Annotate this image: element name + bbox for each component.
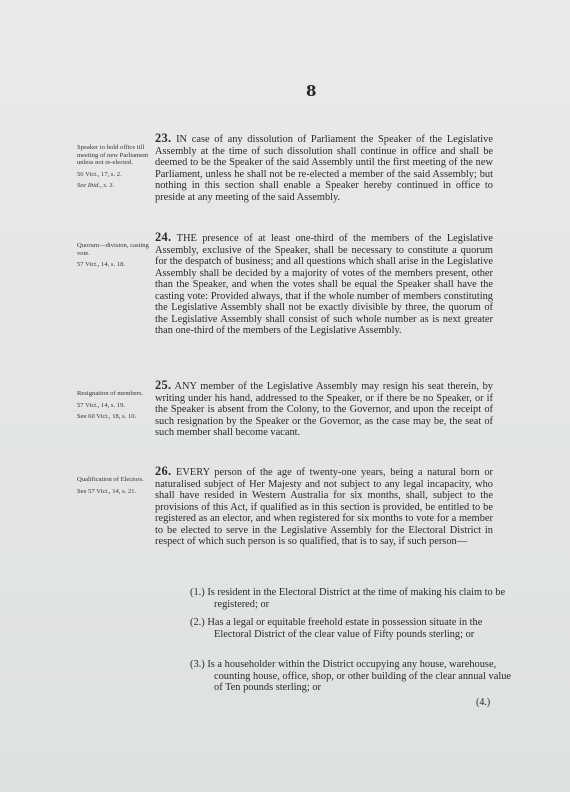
- section-number: 26.: [155, 464, 172, 478]
- margin-note-ref: See 60 Vict., 18, s. 10.: [77, 413, 137, 421]
- clause-label: (3.): [190, 659, 205, 670]
- margin-note-resignation: [77, 390, 149, 421]
- margin-note-ref: 57 Vict., 14, s. 18.: [77, 261, 126, 269]
- clause-label: (1.): [190, 587, 205, 598]
- page-number: 8: [306, 82, 317, 100]
- margin-note-title: Quorum—division, casting vote.: [77, 242, 149, 257]
- clause-label: (2.): [190, 617, 205, 628]
- clause-text: Is resident in the Electoral District at the time of making his claim to be registered; or: [207, 587, 506, 610]
- catchword: (4.): [476, 697, 491, 708]
- section-26: [155, 466, 493, 548]
- section-text: IN case of any dissolution of Parliament the Speaker of the Legislative Assembly at the time of such dissolution shall continue in office and shall be deemed to be the Speaker of the said Assembly until the first meeting of the new Parliament, unless he shall not be re-elected a member of the said Assembly; but nothing in this section shall enable a Speaker hereby continued in office to preside at any meeting of the said Assembly.: [155, 134, 493, 203]
- margin-note-ref: See 57 Vict., 14, s. 21.: [77, 487, 137, 495]
- margin-note-qualification: [77, 476, 149, 495]
- section-number: 25.: [155, 378, 172, 392]
- section-text: EVERY person of the age of twenty-one years, being a natural born or naturalised subject of Her Majesty and not subject to any legal incapacity, who shall have resided in Western Australia for six months, shall, subject to the provisions of this Act, if qualified as in this section is provided, be entitled to be registered as an elector, and when registered for six months to vote for a member to be elected to serve in the Legislative Assembly for the Electoral District in respect of which such person is so qualified, that is to say, if such person—: [155, 467, 493, 548]
- clause-3: [190, 659, 520, 694]
- margin-note-title: Qualification of Electors.: [77, 476, 144, 483]
- margin-note-ref: 56 Vict., 17, s. 2.: [77, 170, 122, 178]
- clause-2: [190, 617, 520, 640]
- section-25: [155, 380, 493, 439]
- margin-note-ref: See Ibid., s. 3.: [77, 182, 115, 190]
- margin-note-title: Resignation of members.: [77, 390, 144, 397]
- section-number: 24.: [155, 230, 172, 244]
- margin-note-title: Speaker to hold office till meeting of new Parliament unless not re-elected.: [77, 144, 149, 167]
- clause-text: Has a legal or equitable freehold estate in possession situate in the Electoral District of the clear value of Fifty pounds sterling; or: [207, 617, 483, 640]
- margin-note-speaker: [77, 144, 149, 190]
- section-number: 23.: [155, 131, 172, 145]
- margin-note-quorum: [77, 242, 149, 269]
- section-text: ANY member of the Legislative Assembly may resign his seat therein, by writing under his hand, addressed to the Speaker, or if there be no Speaker, or if the Speaker is absent from the Colony, to the Governor, and upon the receipt of such resignation by the Speaker or the Governor, as the case may be, the seat of such member shall become vacant.: [155, 381, 493, 439]
- clause-text: Is a householder within the District occupying any house, warehouse, counting house, office, shop, or other building of the clear annual value of Ten pounds sterling; or: [207, 659, 512, 694]
- section-24: [155, 232, 493, 337]
- section-text: THE presence of at least one-third of the members of the Legislative Assembly, exclusive of the Speaker, shall be necessary to constitute a quorum for the despatch of business; and all questions which shall arise in the Legislative Assembly shall be decided by a majority of votes of the members present, other than the Speaker, and when the votes shall be equal the Speaker shall have the casting vote: Provided always, that if the whole number of members constituting the Legislative Assembly shall not be exactly divisible by three, the quorum of the Legislative Assembly shall consist of such whole number as is next greater than one-third of the members of the Legislative Assembly.: [155, 233, 493, 337]
- margin-note-ref: 57 Vict., 14, s. 19.: [77, 401, 126, 409]
- section-23: [155, 133, 493, 203]
- clause-1: [190, 587, 520, 610]
